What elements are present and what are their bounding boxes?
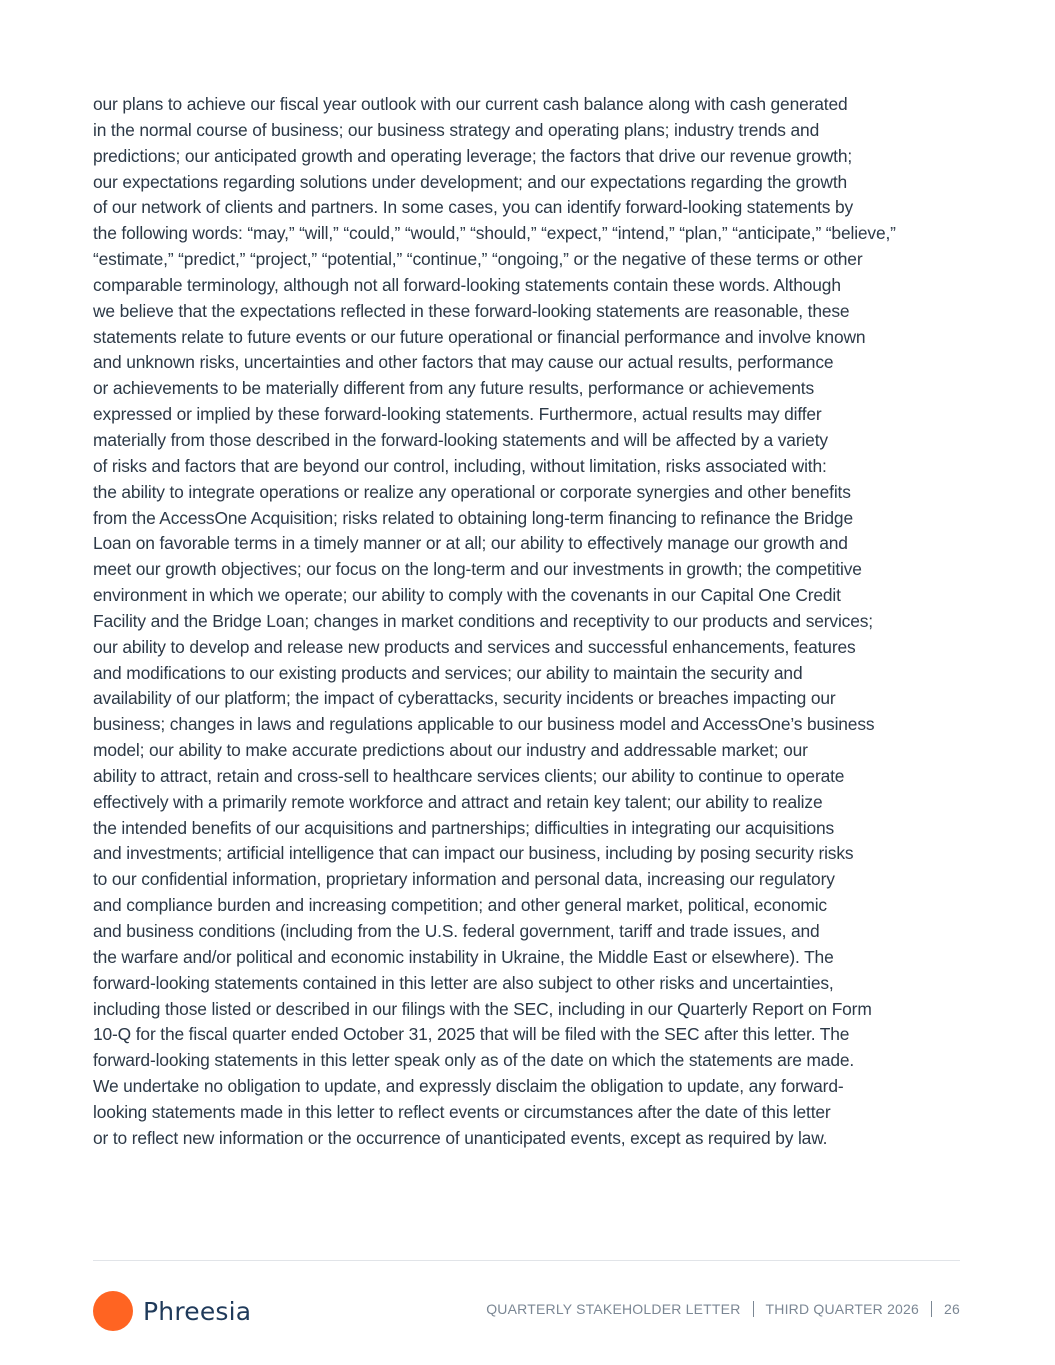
paragraph-line: forward-looking statements contained in this letter are also subject to other risks and uncertainties, xyxy=(93,972,834,993)
paragraph-line: of risks and factors that are beyond our control, including, without limitation, risks associated with: xyxy=(93,455,827,476)
footer-meta xyxy=(486,1301,960,1317)
paragraph-line: we believe that the expectations reflected in these forward-looking statements are reasonable, these xyxy=(93,300,850,321)
paragraph-line: materially from those described in the forward-looking statements and will be affected by a variety xyxy=(93,429,828,450)
report-period: THIRD QUARTER 2026 xyxy=(765,1301,920,1317)
paragraph-line: our plans to achieve our fiscal year outlook with our current cash balance along with cash generated xyxy=(93,94,848,114)
paragraph-line: forward-looking statements in this letter speak only as of the date on which the statements are made. xyxy=(93,1050,855,1071)
paragraph-line: the warfare and/or political and economic instability in Ukraine, the Middle East or elsewhere). The xyxy=(93,946,834,967)
paragraph-line: in the normal course of business; our business strategy and operating plans; industry trends and xyxy=(93,119,820,140)
paragraph-line: Facility and the Bridge Loan; changes in market conditions and receptivity to our products and services; xyxy=(93,610,873,631)
brand-name: Phreesia xyxy=(143,1296,252,1326)
paragraph-line: We undertake no obligation to update, and expressly disclaim the obligation to update, any forward- xyxy=(93,1076,844,1097)
paragraph-line: to our confidential information, proprietary information and personal data, increasing our regulatory xyxy=(93,869,835,890)
document-name: QUARTERLY STAKEHOLDER LETTER xyxy=(486,1301,741,1317)
paragraph-line: expressed or implied by these forward-looking statements. Furthermore, actual results may differ xyxy=(93,404,822,425)
paragraph-line: and unknown risks, uncertainties and other factors that may cause our actual results, performance xyxy=(93,352,834,373)
paragraph-line: the intended benefits of our acquisitions and partnerships; difficulties in integrating our acquisitions xyxy=(93,817,835,838)
paragraph-line: including those listed or described in our filings with the SEC, including in our Quarterly Report on Form xyxy=(93,998,872,1019)
paragraph-line: the following words: “may,” “will,” “could,” “would,” “should,” “expect,” “intend,” “plan,” “anticipate,” “believe,” xyxy=(93,223,896,244)
paragraph-line: or to reflect new information or the occurrence of unanticipated events, except as required by law. xyxy=(93,1127,828,1148)
paragraph-line: statements relate to future events or our future operational or financial performance and involve known xyxy=(93,326,866,347)
footer-divider xyxy=(93,1260,960,1261)
paragraph-line: and business conditions (including from the U.S. federal government, tariff and trade issues, and xyxy=(93,921,820,941)
paragraph-line: “estimate,” “predict,” “project,” “potential,” “continue,” “ongoing,” or the negative of these terms or other xyxy=(93,249,863,270)
paragraph-line: availability of our platform; the impact of cyberattacks, security incidents or breaches impacting our xyxy=(93,688,836,709)
disclaimer-paragraph xyxy=(93,92,973,1152)
paragraph-line: our ability to develop and release new products and services and successful enhancements, features xyxy=(93,636,856,657)
paragraph-line: environment in which we operate; our ability to comply with the covenants in our Capital One Credit xyxy=(93,585,841,606)
page-number: 26 xyxy=(944,1301,960,1317)
paragraph-line: comparable terminology, although not all forward-looking statements contain these words. Although xyxy=(93,274,841,295)
paragraph-line: of our network of clients and partners. In some cases, you can identify forward-looking statements by xyxy=(93,197,854,218)
paragraph-line: looking statements made in this letter to reflect events or circumstances after the date of this letter xyxy=(93,1101,831,1122)
paragraph-line: Loan on favorable terms in a timely manner or at all; our ability to effectively manage our growth and xyxy=(93,533,848,554)
paragraph-line: business; changes in laws and regulations applicable to our business model and AccessOne’s business xyxy=(93,714,875,735)
paragraph-line: predictions; our anticipated growth and operating leverage; the factors that drive our revenue growth; xyxy=(93,145,853,166)
paragraph-line: and compliance burden and increasing competition; and other general market, political, economic xyxy=(93,895,827,916)
paragraph-line: meet our growth objectives; our focus on the long-term and our investments in growth; the competitive xyxy=(93,559,862,580)
paragraph-line: effectively with a primarily remote workforce and attract and retain key talent; our ability to realize xyxy=(93,791,823,812)
brand-circle-icon xyxy=(93,1291,133,1331)
paragraph-line: the ability to integrate operations or realize any operational or corporate synergies and other benefits xyxy=(93,481,851,502)
paragraph-line: model; our ability to make accurate predictions about our industry and addressable market; our xyxy=(93,740,808,761)
footer-separator xyxy=(931,1301,932,1317)
paragraph-line: 10-Q for the fiscal quarter ended October 31, 2025 that will be filed with the SEC after this letter. The xyxy=(93,1024,850,1045)
phreesia-logo xyxy=(93,1290,251,1332)
paragraph-line: and modifications to our existing products and services; our ability to maintain the security and xyxy=(93,662,803,683)
paragraph-line: ability to attract, retain and cross-sell to healthcare services clients; our ability to continue to operate xyxy=(93,765,845,786)
paragraph-line: our expectations regarding solutions under development; and our expectations regarding the growth xyxy=(93,171,848,192)
paragraph-line: and investments; artificial intelligence that can impact our business, including by posing security risks xyxy=(93,843,854,864)
paragraph-line: from the AccessOne Acquisition; risks related to obtaining long-term financing to refinance the Bridge xyxy=(93,507,853,528)
paragraph-line: or achievements to be materially different from any future results, performance or achievements xyxy=(93,378,815,399)
footer-separator xyxy=(753,1301,754,1317)
